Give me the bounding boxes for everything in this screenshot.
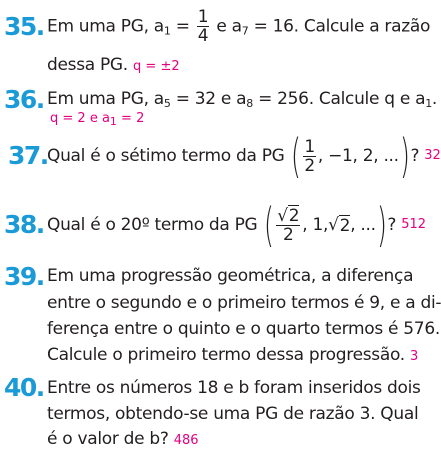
answer: 486 (173, 433, 199, 448)
problem-35-line-1: Em uma PG, $a_1$ = $\frac{1}{4}$ e $a_7 = 16$. Calcule a razão (47, 7, 431, 46)
problem-35-line-2: dessa PG. q = ±2 (47, 55, 180, 75)
left-parenthesis: ( (290, 129, 301, 183)
problem-39-line-2: entre o segundo e o primeiro termos é 9, e a di- (47, 293, 441, 313)
left-parenthesis: ( (263, 198, 274, 252)
problem-40-line-3: é o valor de b? 486 (47, 429, 199, 449)
problem-number: 36. (4, 85, 44, 114)
answer: q = ±2 (133, 59, 180, 74)
right-parenthesis: ) (376, 198, 387, 252)
fraction: $\frac{1}{4}$ (197, 7, 209, 46)
problem-40-line-2: termos, obtendo-se uma PG de razão 3. Qual (47, 404, 419, 424)
problem-36-line-1: Em uma PG, $a_5 = 32$ e $a_8 = 256$. Calcule q e $a_1$. (47, 89, 438, 110)
problem-37-line-1: Qual é o sétimo termo da PG ( $\frac{1}{2}$ , −1, 2, ... ) ? 32 (47, 129, 441, 183)
answer: 32 (424, 148, 441, 163)
problem-40-line-1: Entre os números 18 e b foram inseridos dois (47, 378, 421, 398)
problem-number: 40. (4, 373, 44, 402)
problem-number: 39. (4, 262, 44, 291)
answer: 512 (401, 217, 427, 232)
answer: q = 2 e $a_1 = 2$ (50, 111, 145, 128)
problem-number: 38. (4, 210, 44, 239)
problem-number: 35. (4, 12, 44, 41)
fraction: $\frac{1}{2}$ (304, 136, 315, 176)
problem-39-line-1: Em uma progressão geométrica, a diferença (47, 266, 414, 286)
problem-number: 37. (8, 141, 48, 170)
fraction: $\frac{√2}{2}$ (277, 205, 300, 245)
problem-38-line-1: Qual é o 20º termo da PG ( $\frac{√2}{2}$ , 1, √ 2 , ... ) ? 512 (47, 198, 427, 252)
problem-39-line-3: ferença entre o quinto e o quarto termos é 576. (47, 319, 440, 339)
answer: 3 (409, 349, 419, 364)
right-parenthesis: ) (399, 129, 410, 183)
problem-39-line-4: Calcule o primeiro termo dessa progressão. 3 (47, 345, 419, 365)
